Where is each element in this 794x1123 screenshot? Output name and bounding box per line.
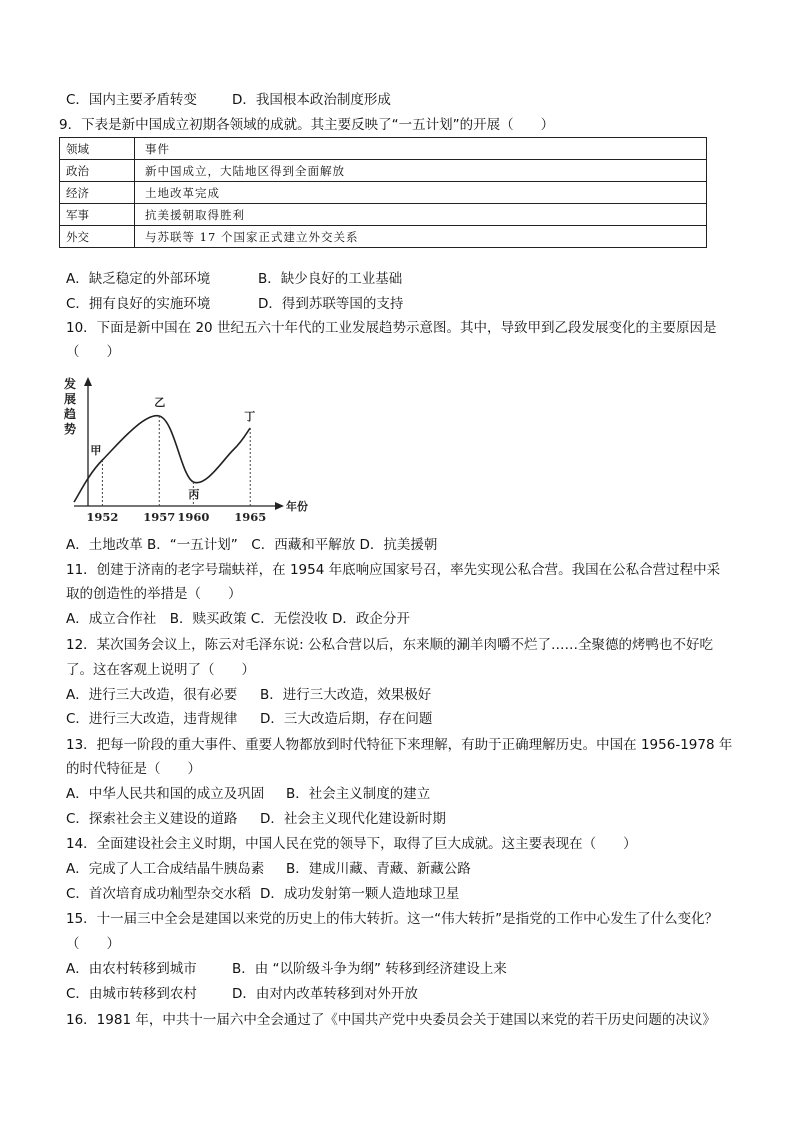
x-tick-label: 1965 [234,510,267,524]
option-d[interactable]: D．成功发射第一颗人造地球卫星 [260,886,460,902]
x-tick-label: 1960 [177,510,210,524]
table-cell: 军事 [60,204,135,226]
x-axis-label: 年份 [286,500,308,513]
x-axis-arrow [275,502,284,510]
q9-options-ab [66,269,402,289]
table-cell: 与苏联等 17 个国家正式建立外交关系 [135,226,707,248]
option-a[interactable]: A．由农村转移到城市 [66,961,197,977]
question-16: 16．1981 年，中共十一届六中全会通过了《中国共产党中央委员会关于建国以来党的若干历史问题的决议》 [66,1012,716,1028]
q9-options-cd [66,294,403,314]
option-a[interactable]: A．进行三大改造，很有必要 [66,687,238,703]
option-c[interactable]: C．首次培育成功籼型杂交水稻 [66,886,251,902]
q14-options-cd [66,884,459,904]
q12-options-cd [66,709,432,729]
x-tick-label: 1957 [143,510,176,524]
y-axis-arrow [84,377,92,386]
question-11-cont: 取的创造性的举措是（ ） [66,586,242,602]
trend-line [74,416,250,502]
option-b[interactable]: B．社会主义制度的建立 [286,786,431,802]
option-d[interactable]: D．社会主义现代化建设新时期 [260,811,446,827]
option-a[interactable]: A．中华人民共和国的成立及巩固 [66,786,265,802]
option-d[interactable]: D．三大改造后期，存在问题 [260,711,433,727]
table-row [60,226,707,248]
table-cell: 政治 [60,160,135,182]
question-10: 10．下面是新中国在 20 世纪五六十年代的工业发展趋势示意图。其中，导致甲到乙段发展变化的主要原因是 [66,320,717,336]
table-header-cell: 事件 [135,138,707,160]
question-11: 11．创建于济南的老字号瑞蚨祥，在 1954 年底响应国家号召，率先实现公私合营。我国在公私合营过程中采 [66,562,721,578]
question-9: 9．下表是新中国成立初期各领域的成就。其主要反映了“一五计划”的开展（ ） [59,117,555,133]
table-cell: 抗美援朝取得胜利 [135,204,707,226]
option-c[interactable]: C．由城市转移到农村 [66,986,197,1002]
table-cell: 经济 [60,182,135,204]
table-header-cell: 领域 [60,138,135,160]
question-15-cont: （ ） [66,936,120,952]
q13-options-ab [66,784,430,804]
q15-options-cd [66,984,418,1004]
option-d[interactable]: D．由对内改革转移到对外开放 [232,986,418,1002]
q13-options-cd [66,809,446,829]
option-b[interactable]: B．由 “以阶级斗争为纲” 转移到经济建设上来 [232,961,507,977]
question-15: 15．十一届三中全会是建国以来党的历史上的伟大转折。这一“伟大转折”是指党的工作中心发生了什么变化？ [66,911,719,927]
option-a[interactable]: A．完成了人工合成结晶牛胰岛素 [66,861,265,877]
x-tick-label: 1952 [86,510,119,524]
y-label-char: 发 [64,377,77,391]
point-label: 甲 [90,444,102,457]
question-12-cont: 了。这在客观上说明了（ ） [66,662,255,678]
q11-options[interactable]: A．成立合作社 B．赎买政策 C．无偿没收 D．政企分开 [66,611,410,627]
q14-options-ab [66,859,471,879]
y-axis-label [63,376,76,436]
q12-options-ab [66,685,431,705]
question-10-cont: （ ） [66,344,120,360]
table-row [60,182,707,204]
option-b[interactable]: B．建成川藏、青藏、新藏公路 [286,861,471,877]
question-13-cont: 的时代特征是（ ） [66,761,201,777]
table-cell: 新中国成立，大陆地区得到全面解放 [135,160,707,182]
option-c[interactable]: C．探索社会主义建设的道路 [66,811,238,827]
option-d[interactable]: D．得到苏联等国的支持 [258,296,404,312]
q15-options-ab [66,959,507,979]
option-a[interactable]: A．缺乏稳定的外部环境 [66,271,211,287]
industrial-trend-chart [60,374,320,524]
q10-options[interactable]: A．土地改革 B．“一五计划” C．西藏和平解放 D．抗美援朝 [66,537,438,553]
table-row [60,160,707,182]
table-cell: 土地改革完成 [135,182,707,204]
option-c[interactable]: C．国内主要矛盾转变 [66,92,197,108]
achievements-table [59,137,707,248]
y-label-char: 势 [64,422,77,436]
option-c[interactable]: C．拥有良好的实施环境 [66,296,211,312]
option-b[interactable]: B．缺少良好的工业基础 [258,271,403,287]
option-d[interactable]: D．我国根本政治制度形成 [232,92,391,108]
table-row [60,204,707,226]
y-label-char: 展 [64,392,77,406]
table-header-row [60,138,707,160]
option-c[interactable]: C．进行三大改造，违背规律 [66,711,238,727]
point-label: 乙 [154,396,166,409]
point-label: 丁 [244,410,256,423]
q8-options [66,90,391,110]
question-14: 14．全面建设社会主义时期，中国人民在党的领导下，取得了巨大成就。这主要表现在（ ） [66,836,637,852]
question-12: 12．某次国务会议上，陈云对毛泽东说: 公私合营以后，东来顺的涮羊肉嚼不烂了……全聚德的烤鸭也不好吃 [66,637,714,653]
y-label-char: 趋 [64,407,77,421]
option-b[interactable]: B．进行三大改造，效果极好 [260,687,432,703]
table-cell: 外交 [60,226,135,248]
point-label: 丙 [188,488,200,501]
question-13: 13．把每一阶段的重大事件、重要人物都放到时代特征下来理解，有助于正确理解历史。中国在 1956-1978 年 [66,737,733,753]
